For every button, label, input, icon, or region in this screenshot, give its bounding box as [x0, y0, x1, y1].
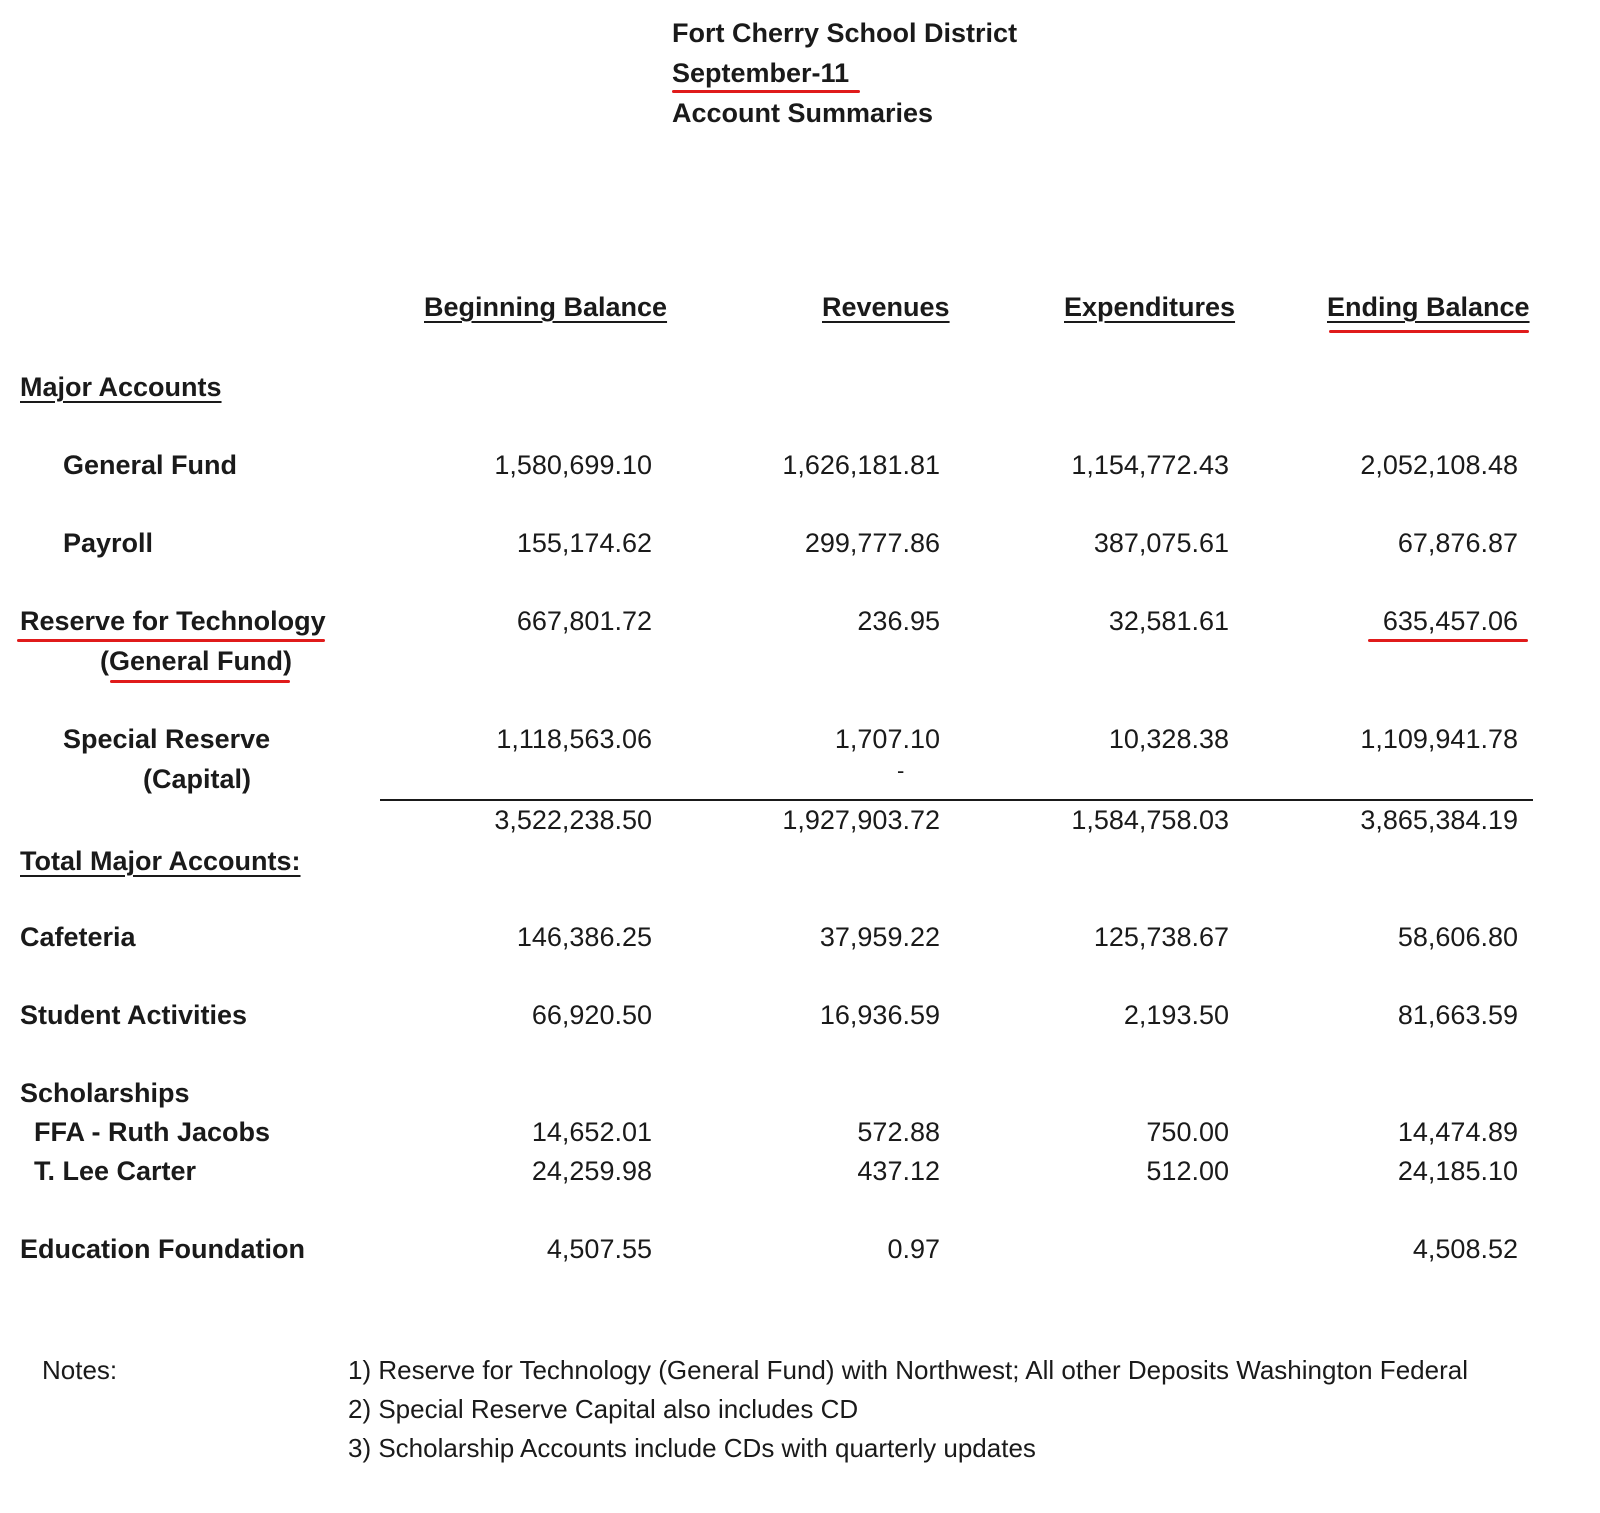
- reserve-technology-expenditures: 32,581.61: [1108, 606, 1229, 636]
- reserve-technology-ending: 635,457.06: [1382, 606, 1518, 636]
- cafeteria-expenditures: 125,738.67: [1093, 922, 1229, 952]
- note-item: 3) Scholarship Accounts include CDs with quarterly updates: [348, 1433, 1036, 1463]
- education-foundation-beginning: 4,507.55: [546, 1234, 652, 1264]
- notes-label: Notes:: [42, 1355, 118, 1385]
- column-header-ending-balance: Ending Balance: [1327, 292, 1530, 322]
- column-header-expenditures: Expenditures: [1064, 292, 1236, 322]
- total-major-beginning: 3,522,238.50: [494, 805, 652, 835]
- general-fund-ending: 2,052,108.48: [1360, 450, 1518, 480]
- cafeteria-ending: 58,606.80: [1397, 922, 1518, 952]
- report-period: September-11: [672, 58, 850, 88]
- payroll-ending: 67,876.87: [1397, 528, 1518, 558]
- ffa-beginning: 14,652.01: [531, 1117, 652, 1147]
- special-reserve-revenues: 1,707.10: [834, 724, 940, 754]
- row-label-payroll: Payroll: [63, 528, 154, 558]
- student-activities-ending: 81,663.59: [1397, 1000, 1518, 1030]
- education-foundation-revenues: 0.97: [887, 1234, 940, 1264]
- ffa-revenues: 572.88: [857, 1117, 940, 1147]
- reserve-technology-annotation-underline: [17, 639, 325, 642]
- ffa-ending: 14,474.89: [1397, 1117, 1518, 1147]
- row-label-general-fund: General Fund: [63, 450, 238, 480]
- student-activities-revenues: 16,936.59: [819, 1000, 940, 1030]
- report-title: Account Summaries: [672, 98, 934, 128]
- payroll-expenditures: 387,075.61: [1093, 528, 1229, 558]
- revenues-dash-mark: -: [897, 758, 905, 783]
- total-rule-line: [380, 799, 1533, 801]
- ending-balance-annotation-underline: [1329, 330, 1529, 333]
- carter-revenues: 437.12: [857, 1156, 940, 1186]
- payroll-beginning: 155,174.62: [516, 528, 652, 558]
- row-label-scholarships: Scholarships: [20, 1078, 190, 1108]
- total-major-expenditures: 1,584,758.03: [1071, 805, 1229, 835]
- carter-ending: 24,185.10: [1397, 1156, 1518, 1186]
- special-reserve-expenditures: 10,328.38: [1108, 724, 1229, 754]
- row-label-student-activities: Student Activities: [20, 1000, 248, 1030]
- row-label-special-reserve: Special Reserve: [63, 724, 271, 754]
- row-sublabel-general-fund: (General Fund): [100, 646, 293, 676]
- education-foundation-ending: 4,508.52: [1412, 1234, 1518, 1264]
- reserve-technology-beginning: 667,801.72: [516, 606, 652, 636]
- district-title: Fort Cherry School District: [672, 18, 1018, 48]
- student-activities-beginning: 66,920.50: [531, 1000, 652, 1030]
- general-fund-expenditures: 1,154,772.43: [1071, 450, 1229, 480]
- period-annotation-underline: [672, 90, 860, 93]
- reserve-technology-ending-annotation-underline: [1368, 639, 1528, 642]
- column-header-beginning-balance: Beginning Balance: [424, 292, 668, 322]
- total-major-accounts-heading: Total Major Accounts:: [20, 846, 301, 876]
- payroll-revenues: 299,777.86: [804, 528, 940, 558]
- special-reserve-beginning: 1,118,563.06: [496, 724, 652, 754]
- row-label-ffa-ruth-jacobs: FFA - Ruth Jacobs: [34, 1117, 271, 1147]
- row-label-t-lee-carter: T. Lee Carter: [34, 1156, 197, 1186]
- student-activities-expenditures: 2,193.50: [1123, 1000, 1229, 1030]
- cafeteria-revenues: 37,959.22: [819, 922, 940, 952]
- column-header-revenues: Revenues: [822, 292, 950, 322]
- general-fund-beginning: 1,580,699.10: [494, 450, 652, 480]
- note-item: 2) Special Reserve Capital also includes CD: [348, 1394, 859, 1424]
- row-label-reserve-for-technology: Reserve for Technology: [20, 606, 326, 636]
- note-item: 1) Reserve for Technology (General Fund) with Northwest; All other Deposits Washington Federal: [348, 1355, 1468, 1385]
- cafeteria-beginning: 146,386.25: [516, 922, 652, 952]
- general-fund-annotation-underline: [110, 680, 290, 683]
- total-major-ending: 3,865,384.19: [1360, 805, 1518, 835]
- carter-beginning: 24,259.98: [531, 1156, 652, 1186]
- total-major-revenues: 1,927,903.72: [782, 805, 940, 835]
- reserve-technology-revenues: 236.95: [857, 606, 940, 636]
- major-accounts-heading: Major Accounts: [20, 372, 222, 402]
- row-sublabel-capital: (Capital): [143, 764, 251, 794]
- row-label-education-foundation: Education Foundation: [20, 1234, 305, 1264]
- special-reserve-ending: 1,109,941.78: [1360, 724, 1518, 754]
- ffa-expenditures: 750.00: [1146, 1117, 1229, 1147]
- row-label-cafeteria: Cafeteria: [20, 922, 136, 952]
- general-fund-revenues: 1,626,181.81: [782, 450, 940, 480]
- carter-expenditures: 512.00: [1146, 1156, 1229, 1186]
